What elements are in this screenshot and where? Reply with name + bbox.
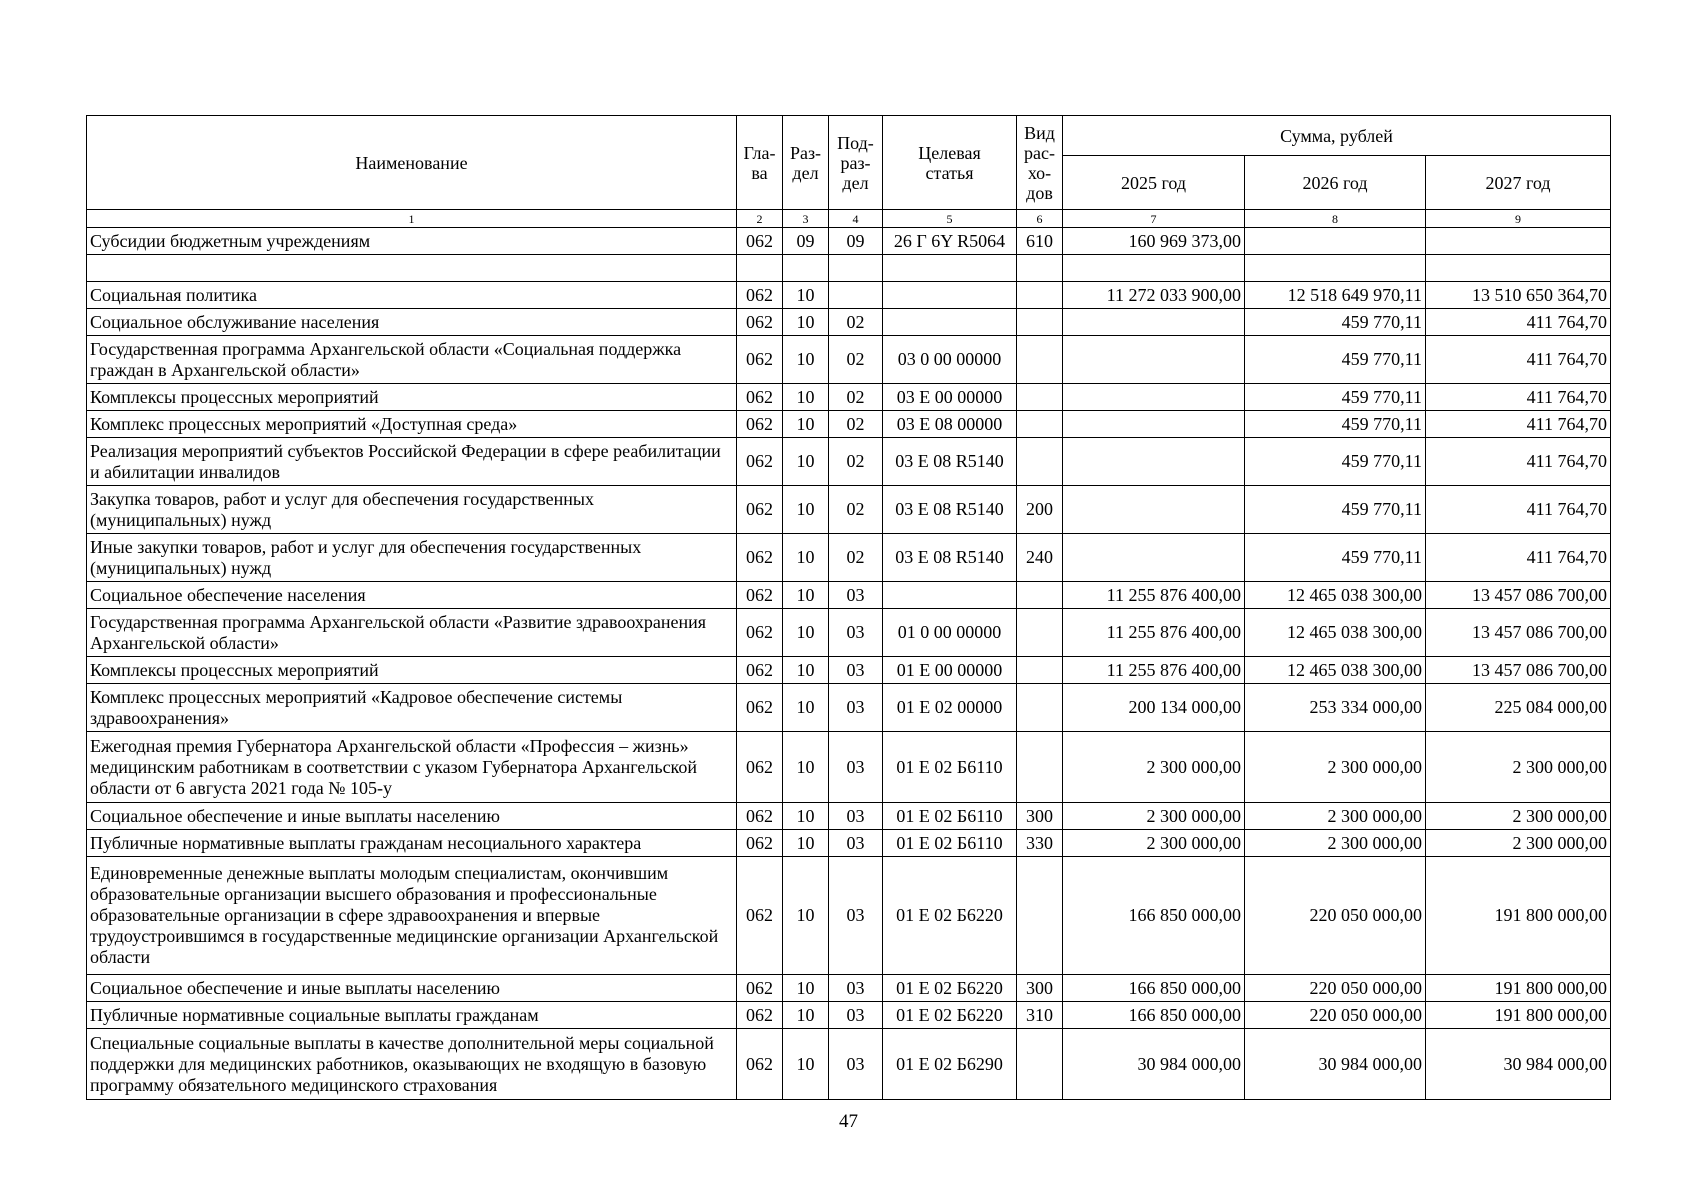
cell-glava: 062 xyxy=(737,609,783,657)
header-year-2025: 2025 год xyxy=(1063,156,1245,210)
cell-razdel: 10 xyxy=(783,411,829,438)
cell-vid xyxy=(1017,582,1063,609)
cell-glava: 062 xyxy=(737,857,783,975)
cell-2025 xyxy=(1063,534,1245,582)
cell-2025: 160 969 373,00 xyxy=(1063,228,1245,255)
header-podrazdel: Под- раз- дел xyxy=(829,116,883,210)
cell-podrazdel: 03 xyxy=(829,830,883,857)
cell-2027: 2 300 000,00 xyxy=(1426,830,1611,857)
cell-2025: 200 134 000,00 xyxy=(1063,684,1245,732)
table-row xyxy=(87,336,1611,384)
cell-2027: 411 764,70 xyxy=(1426,384,1611,411)
cell-2027: 13 457 086 700,00 xyxy=(1426,582,1611,609)
cell-name: Государственная программа Архангельской области «Социальная поддержка граждан в Архангельской области» xyxy=(87,336,737,384)
cell-2025 xyxy=(1063,336,1245,384)
budget-table xyxy=(86,115,1611,1100)
cell-vid xyxy=(1017,309,1063,336)
cell-2026 xyxy=(1245,255,1426,282)
cell-podrazdel: 02 xyxy=(829,309,883,336)
table-row xyxy=(87,228,1611,255)
header-glava: Гла- ва xyxy=(737,116,783,210)
cell-article xyxy=(883,255,1017,282)
cell-2027: 2 300 000,00 xyxy=(1426,803,1611,830)
cell-name: Комплекс процессных мероприятий «Доступная среда» xyxy=(87,411,737,438)
cell-2027: 225 084 000,00 xyxy=(1426,684,1611,732)
cell-glava: 062 xyxy=(737,282,783,309)
table-row xyxy=(87,384,1611,411)
cell-article: 01 Е 02 Б6110 xyxy=(883,803,1017,830)
cell-name: Публичные нормативные социальные выплаты гражданам xyxy=(87,1002,737,1029)
cell-article: 01 Е 02 Б6220 xyxy=(883,857,1017,975)
cell-glava xyxy=(737,255,783,282)
cell-2027: 13 510 650 364,70 xyxy=(1426,282,1611,309)
table-row xyxy=(87,830,1611,857)
cell-2025: 30 984 000,00 xyxy=(1063,1029,1245,1100)
header-sum: Сумма, рублей xyxy=(1063,116,1611,156)
cell-2027: 13 457 086 700,00 xyxy=(1426,609,1611,657)
cell-article: 03 Е 08 R5140 xyxy=(883,438,1017,486)
cell-2025: 11 255 876 400,00 xyxy=(1063,582,1245,609)
cell-article: 01 Е 02 Б6110 xyxy=(883,732,1017,803)
table-row xyxy=(87,732,1611,803)
cell-2026: 12 465 038 300,00 xyxy=(1245,657,1426,684)
cell-vid xyxy=(1017,657,1063,684)
cell-podrazdel: 02 xyxy=(829,438,883,486)
cell-glava: 062 xyxy=(737,803,783,830)
cell-podrazdel: 02 xyxy=(829,411,883,438)
cell-podrazdel: 03 xyxy=(829,657,883,684)
cell-2025 xyxy=(1063,411,1245,438)
cell-glava: 062 xyxy=(737,228,783,255)
table-row-blank xyxy=(87,255,1611,282)
cell-name: Комплексы процессных мероприятий xyxy=(87,384,737,411)
cell-razdel: 10 xyxy=(783,684,829,732)
table-row xyxy=(87,657,1611,684)
cell-podrazdel: 02 xyxy=(829,336,883,384)
cell-glava: 062 xyxy=(737,1002,783,1029)
column-number: 4 xyxy=(829,210,883,228)
cell-name: Социальная политика xyxy=(87,282,737,309)
header-razdel: Раз- дел xyxy=(783,116,829,210)
cell-razdel: 10 xyxy=(783,975,829,1002)
cell-podrazdel: 02 xyxy=(829,486,883,534)
header-expense-type: Вид рас- хо- дов xyxy=(1017,116,1063,210)
header-year-2027: 2027 год xyxy=(1426,156,1611,210)
cell-glava: 062 xyxy=(737,411,783,438)
cell-glava: 062 xyxy=(737,384,783,411)
cell-podrazdel xyxy=(829,255,883,282)
cell-2025: 11 255 876 400,00 xyxy=(1063,609,1245,657)
table-row xyxy=(87,857,1611,975)
cell-2026: 2 300 000,00 xyxy=(1245,803,1426,830)
cell-2026: 2 300 000,00 xyxy=(1245,830,1426,857)
cell-name: Реализация мероприятий субъектов Российской Федерации в сфере реабилитации и абилитации инвалидов xyxy=(87,438,737,486)
table-row xyxy=(87,438,1611,486)
column-number: 6 xyxy=(1017,210,1063,228)
cell-2026: 220 050 000,00 xyxy=(1245,857,1426,975)
cell-article: 26 Г 6Y R5064 xyxy=(883,228,1017,255)
cell-vid xyxy=(1017,336,1063,384)
column-number: 3 xyxy=(783,210,829,228)
cell-name: Комплекс процессных мероприятий «Кадровое обеспечение системы здравоохранения» xyxy=(87,684,737,732)
column-number-row xyxy=(87,210,1611,228)
cell-razdel: 10 xyxy=(783,282,829,309)
table-row xyxy=(87,282,1611,309)
cell-vid xyxy=(1017,384,1063,411)
cell-name: Социальное обеспечение и иные выплаты населению xyxy=(87,803,737,830)
cell-article: 01 Е 02 Б6220 xyxy=(883,1002,1017,1029)
cell-2025: 2 300 000,00 xyxy=(1063,803,1245,830)
cell-2026: 459 770,11 xyxy=(1245,438,1426,486)
cell-2026: 459 770,11 xyxy=(1245,336,1426,384)
cell-vid xyxy=(1017,1029,1063,1100)
cell-2027: 191 800 000,00 xyxy=(1426,975,1611,1002)
table-row xyxy=(87,975,1611,1002)
cell-2027: 411 764,70 xyxy=(1426,534,1611,582)
column-number: 8 xyxy=(1245,210,1426,228)
cell-2027 xyxy=(1426,255,1611,282)
cell-podrazdel: 03 xyxy=(829,1002,883,1029)
cell-article: 03 0 00 00000 xyxy=(883,336,1017,384)
cell-2027: 191 800 000,00 xyxy=(1426,857,1611,975)
table-row xyxy=(87,1002,1611,1029)
cell-2025: 11 255 876 400,00 xyxy=(1063,657,1245,684)
cell-article xyxy=(883,582,1017,609)
cell-podrazdel: 03 xyxy=(829,582,883,609)
cell-glava: 062 xyxy=(737,486,783,534)
cell-2025: 166 850 000,00 xyxy=(1063,975,1245,1002)
cell-razdel: 10 xyxy=(783,657,829,684)
cell-vid xyxy=(1017,438,1063,486)
header-year-2026: 2026 год xyxy=(1245,156,1426,210)
table-row xyxy=(87,1029,1611,1100)
cell-glava: 062 xyxy=(737,732,783,803)
column-number: 1 xyxy=(87,210,737,228)
cell-name: Публичные нормативные выплаты гражданам несоциального характера xyxy=(87,830,737,857)
table-row xyxy=(87,582,1611,609)
cell-2027: 13 457 086 700,00 xyxy=(1426,657,1611,684)
cell-2027: 30 984 000,00 xyxy=(1426,1029,1611,1100)
cell-article xyxy=(883,282,1017,309)
cell-2027: 411 764,70 xyxy=(1426,336,1611,384)
cell-name: Комплексы процессных мероприятий xyxy=(87,657,737,684)
cell-glava: 062 xyxy=(737,684,783,732)
cell-2025: 2 300 000,00 xyxy=(1063,732,1245,803)
cell-podrazdel: 03 xyxy=(829,684,883,732)
cell-article: 01 Е 00 00000 xyxy=(883,657,1017,684)
cell-article: 01 Е 02 Б6290 xyxy=(883,1029,1017,1100)
table-row xyxy=(87,309,1611,336)
cell-article: 03 Е 08 00000 xyxy=(883,411,1017,438)
cell-2026: 220 050 000,00 xyxy=(1245,1002,1426,1029)
cell-2027: 411 764,70 xyxy=(1426,486,1611,534)
cell-podrazdel: 03 xyxy=(829,732,883,803)
cell-razdel: 10 xyxy=(783,336,829,384)
cell-2027: 411 764,70 xyxy=(1426,411,1611,438)
cell-razdel: 10 xyxy=(783,732,829,803)
cell-vid xyxy=(1017,857,1063,975)
cell-glava: 062 xyxy=(737,657,783,684)
cell-2025: 166 850 000,00 xyxy=(1063,857,1245,975)
cell-2026: 12 465 038 300,00 xyxy=(1245,582,1426,609)
table-row xyxy=(87,684,1611,732)
cell-2027: 191 800 000,00 xyxy=(1426,1002,1611,1029)
cell-vid xyxy=(1017,684,1063,732)
cell-article: 03 Е 08 R5140 xyxy=(883,486,1017,534)
cell-2025 xyxy=(1063,384,1245,411)
cell-glava: 062 xyxy=(737,438,783,486)
cell-name: Социальное обеспечение и иные выплаты населению xyxy=(87,975,737,1002)
cell-2026: 459 770,11 xyxy=(1245,534,1426,582)
cell-name: Закупка товаров, работ и услуг для обеспечения государственных (муниципальных) нужд xyxy=(87,486,737,534)
cell-vid: 300 xyxy=(1017,803,1063,830)
cell-vid xyxy=(1017,411,1063,438)
cell-2026 xyxy=(1245,228,1426,255)
cell-podrazdel: 02 xyxy=(829,534,883,582)
cell-vid xyxy=(1017,732,1063,803)
cell-podrazdel: 03 xyxy=(829,609,883,657)
cell-glava: 062 xyxy=(737,1029,783,1100)
cell-razdel xyxy=(783,255,829,282)
cell-article: 01 Е 02 Б6220 xyxy=(883,975,1017,1002)
table-row xyxy=(87,803,1611,830)
cell-razdel: 10 xyxy=(783,857,829,975)
page-number: 47 xyxy=(839,1111,858,1132)
cell-podrazdel xyxy=(829,282,883,309)
cell-podrazdel: 03 xyxy=(829,857,883,975)
cell-razdel: 09 xyxy=(783,228,829,255)
cell-razdel: 10 xyxy=(783,384,829,411)
cell-2027: 411 764,70 xyxy=(1426,438,1611,486)
cell-glava: 062 xyxy=(737,975,783,1002)
column-number: 7 xyxy=(1063,210,1245,228)
column-number: 9 xyxy=(1426,210,1611,228)
cell-2026: 459 770,11 xyxy=(1245,486,1426,534)
cell-name: Субсидии бюджетным учреждениям xyxy=(87,228,737,255)
cell-vid xyxy=(1017,255,1063,282)
cell-razdel: 10 xyxy=(783,486,829,534)
cell-2026: 220 050 000,00 xyxy=(1245,975,1426,1002)
cell-razdel: 10 xyxy=(783,582,829,609)
cell-vid: 310 xyxy=(1017,1002,1063,1029)
cell-2025 xyxy=(1063,486,1245,534)
cell-2026: 12 518 649 970,11 xyxy=(1245,282,1426,309)
cell-glava: 062 xyxy=(737,336,783,384)
cell-vid: 240 xyxy=(1017,534,1063,582)
cell-razdel: 10 xyxy=(783,830,829,857)
cell-vid xyxy=(1017,282,1063,309)
cell-2026: 12 465 038 300,00 xyxy=(1245,609,1426,657)
cell-2026: 459 770,11 xyxy=(1245,384,1426,411)
cell-name: Социальное обеспечение населения xyxy=(87,582,737,609)
cell-razdel: 10 xyxy=(783,609,829,657)
column-number: 2 xyxy=(737,210,783,228)
cell-2026: 459 770,11 xyxy=(1245,309,1426,336)
table-row xyxy=(87,411,1611,438)
table-row xyxy=(87,534,1611,582)
cell-glava: 062 xyxy=(737,830,783,857)
cell-article: 01 Е 02 00000 xyxy=(883,684,1017,732)
header-target-article: Целевая статья xyxy=(883,116,1017,210)
cell-2026: 459 770,11 xyxy=(1245,411,1426,438)
cell-2026: 2 300 000,00 xyxy=(1245,732,1426,803)
cell-vid: 610 xyxy=(1017,228,1063,255)
cell-podrazdel: 03 xyxy=(829,803,883,830)
cell-name: Социальное обслуживание населения xyxy=(87,309,737,336)
cell-2025 xyxy=(1063,255,1245,282)
cell-name: Специальные социальные выплаты в качестве дополнительной меры социальной поддержки для медицинских работников, оказывающих не входящую в базовую программу обязательного медицинского страхования xyxy=(87,1029,737,1100)
cell-podrazdel: 03 xyxy=(829,1029,883,1100)
cell-article xyxy=(883,309,1017,336)
table-row xyxy=(87,486,1611,534)
table-row xyxy=(87,609,1611,657)
column-number: 5 xyxy=(883,210,1017,228)
cell-article: 03 Е 00 00000 xyxy=(883,384,1017,411)
cell-razdel: 10 xyxy=(783,309,829,336)
cell-2027: 411 764,70 xyxy=(1426,309,1611,336)
cell-name: Государственная программа Архангельской области «Развитие здравоохранения Архангельской области» xyxy=(87,609,737,657)
cell-glava: 062 xyxy=(737,534,783,582)
cell-razdel: 10 xyxy=(783,803,829,830)
cell-razdel: 10 xyxy=(783,1002,829,1029)
cell-razdel: 10 xyxy=(783,438,829,486)
cell-podrazdel: 09 xyxy=(829,228,883,255)
cell-article: 01 Е 02 Б6110 xyxy=(883,830,1017,857)
cell-name: Иные закупки товаров, работ и услуг для обеспечения государственных (муниципальных) нужд xyxy=(87,534,737,582)
cell-name: Единовременные денежные выплаты молодым специалистам, окончившим образовательные организации высшего образования и профессиональные образовательные организации в сфере здравоохранения и впервые трудоустроившимся в государственные медицинские организации Архангельской области xyxy=(87,857,737,975)
cell-glava: 062 xyxy=(737,309,783,336)
cell-glava: 062 xyxy=(737,582,783,609)
cell-article: 03 Е 08 R5140 xyxy=(883,534,1017,582)
cell-2027: 2 300 000,00 xyxy=(1426,732,1611,803)
cell-podrazdel: 03 xyxy=(829,975,883,1002)
cell-2025: 11 272 033 900,00 xyxy=(1063,282,1245,309)
cell-2025 xyxy=(1063,309,1245,336)
cell-razdel: 10 xyxy=(783,534,829,582)
cell-2027 xyxy=(1426,228,1611,255)
cell-name xyxy=(87,255,737,282)
cell-2025: 2 300 000,00 xyxy=(1063,830,1245,857)
cell-2025 xyxy=(1063,438,1245,486)
cell-vid: 330 xyxy=(1017,830,1063,857)
cell-2026: 253 334 000,00 xyxy=(1245,684,1426,732)
cell-2025: 166 850 000,00 xyxy=(1063,1002,1245,1029)
cell-razdel: 10 xyxy=(783,1029,829,1100)
cell-podrazdel: 02 xyxy=(829,384,883,411)
cell-article: 01 0 00 00000 xyxy=(883,609,1017,657)
header-name: Наименование xyxy=(87,116,737,210)
cell-vid: 300 xyxy=(1017,975,1063,1002)
cell-vid xyxy=(1017,609,1063,657)
cell-2026: 30 984 000,00 xyxy=(1245,1029,1426,1100)
cell-name: Ежегодная премия Губернатора Архангельской области «Профессия – жизнь» медицинским работникам в соответствии с указом Губернатора Архангельской области от 6 августа 2021 года № 105-у xyxy=(87,732,737,803)
cell-vid: 200 xyxy=(1017,486,1063,534)
